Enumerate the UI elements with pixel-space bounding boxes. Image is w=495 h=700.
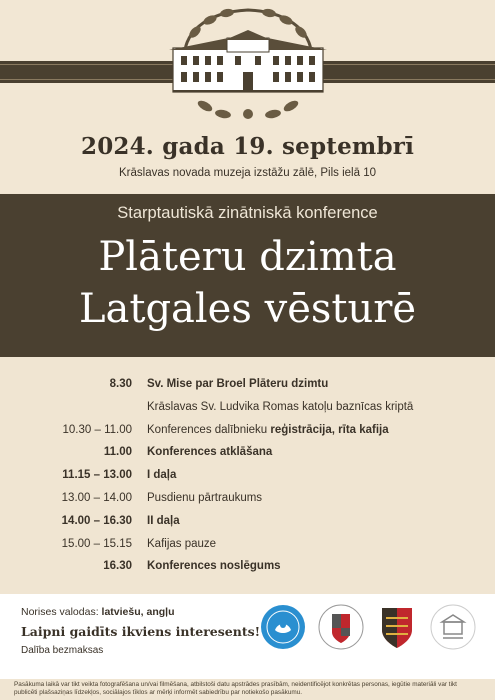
program-desc: Sv. Mise par Broel Plāteru dzimtu	[147, 378, 329, 390]
institute-logo	[430, 604, 476, 650]
program-time: 10.30 – 11.00	[62, 424, 132, 436]
coat-of-arms-logo	[374, 604, 420, 650]
program-desc: Konferences noslēgums	[147, 560, 281, 572]
program-time: 16.30	[103, 560, 132, 572]
event-date: 2024. gada 19. septembrī	[80, 133, 415, 160]
disclaimer-text: Pasākuma laikā var tikt veikta fotografēšana un/vai filmēšana, atbilstoši datu apstrādes prasībām, neidentificējot konkrētas personas, iegūtie materiāli var tikt publicēti plašsaziņas līdzekļos, sociālajos tīklos ar mērķi informēt sabiedrību par notiekošo pasākumu.	[14, 681, 457, 696]
footer-panel	[0, 594, 495, 679]
program-time: 14.00 – 16.30	[61, 515, 132, 527]
program-time: 11.00	[103, 446, 132, 458]
program-time: 11.15 – 13.00	[62, 469, 132, 481]
program-desc: Krāslavas Sv. Ludvika Romas katoļu baznīcas kriptā	[147, 401, 414, 413]
program-desc: Kafijas pauze	[147, 538, 217, 550]
program-desc: I daļa	[147, 469, 177, 481]
free-admission-text: Dalība bezmaksas	[21, 645, 104, 656]
seal-logo	[260, 604, 306, 650]
program-desc	[147, 423, 389, 437]
program-desc-text: Konferences dalībnieku	[147, 424, 271, 436]
conference-title-line2: Latgales vēsturē	[78, 286, 417, 332]
program-desc: II daļa	[147, 515, 180, 527]
languages-value: latviešu, angļu	[101, 606, 175, 618]
event-venue: Krāslavas novada muzeja izstāžu zālē, Pils ielā 10	[119, 167, 376, 179]
disclaimer-bar	[0, 679, 495, 700]
program-time: 15.00 – 15.15	[61, 538, 132, 550]
languages-label: Norises valodas:	[21, 606, 102, 618]
program-desc: Pusdienu pārtraukums	[147, 492, 263, 504]
welcome-text: Laipni gaidīts ikviens interesents!	[21, 624, 261, 639]
program-schedule	[0, 358, 495, 594]
program-desc-bold: reģistrācija, rīta kafija	[270, 424, 389, 436]
program-desc: Konferences atklāšana	[147, 446, 273, 458]
program-time: 8.30	[109, 378, 132, 390]
title-band	[0, 194, 495, 357]
conference-subtitle: Starptautiskā zinātniskā konference	[117, 204, 378, 222]
program-time: 13.00 – 14.00	[61, 492, 132, 504]
manor-wreath-emblem	[165, 4, 331, 122]
museum-crest-logo	[318, 604, 364, 650]
conference-title-line1: Plāteru dzimta	[98, 234, 397, 280]
languages-line	[21, 606, 174, 618]
